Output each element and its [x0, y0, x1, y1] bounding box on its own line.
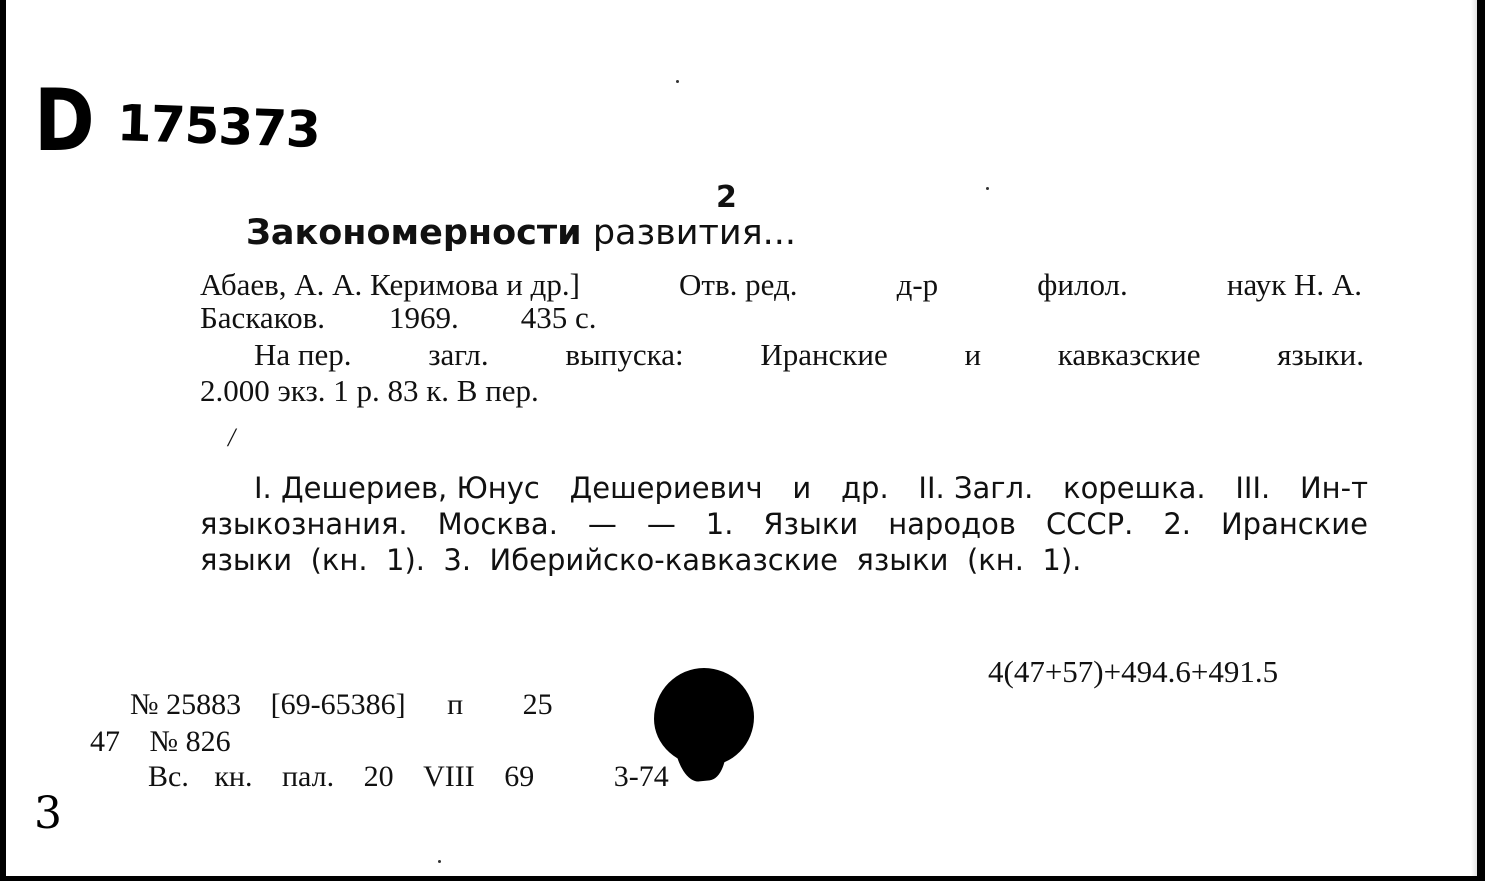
tracing-word: Дешериевич: [569, 471, 763, 505]
tracing-word: Языки: [763, 507, 859, 541]
imprint-line-2: [200, 302, 597, 333]
footer-count: 25: [522, 688, 553, 721]
footer-line-1: [130, 690, 553, 720]
tracing-word: др.: [840, 471, 889, 505]
tracing-line-1: [254, 471, 1368, 505]
tracing-word: I. Дешериев, Юнус: [254, 471, 540, 505]
date-day: 20: [363, 760, 394, 793]
title-bold: Закономерности: [246, 213, 582, 253]
footer-number: № 826: [149, 725, 231, 758]
footer-line-3: [148, 762, 669, 792]
print-order: 3-74: [613, 760, 669, 793]
dust-speck: [438, 860, 441, 863]
tracing-word: языкознания.: [200, 507, 408, 541]
date-month: VIII: [423, 760, 475, 793]
title-heading: [246, 213, 797, 253]
imprint-year: 1969.: [389, 300, 459, 335]
note-line-1: [254, 339, 1364, 370]
tracing-word: народов: [888, 507, 1016, 541]
tracing-word: Москва.: [437, 507, 558, 541]
tracing-word: и: [792, 471, 812, 505]
call-number: 175373: [116, 94, 321, 160]
tracing-word: 2.: [1163, 507, 1192, 541]
dust-speck: [676, 80, 679, 83]
tracing-word: СССР.: [1045, 507, 1134, 541]
catalog-card: [6, 0, 1477, 876]
tracing-word: III.: [1235, 471, 1271, 505]
edition-price: 2.000 экз. 1 р. 83 к. В пер.: [200, 373, 539, 408]
chamber-abbr-2: кн.: [214, 760, 253, 793]
date-year: 69: [504, 760, 535, 793]
ink-blot-tail: [674, 732, 731, 783]
imprint-field: филол.: [1037, 267, 1128, 302]
chamber-abbr-1: Вс.: [148, 760, 189, 793]
tracing-word: Ин-т: [1299, 471, 1368, 505]
imprint-pages: 435 с.: [520, 300, 597, 335]
chamber-abbr-3: пал.: [281, 760, 335, 793]
footer-code: 47: [90, 725, 120, 758]
tracing-word: —: [646, 507, 676, 541]
tracing-word: —: [587, 507, 617, 541]
register-number: [69-65386]: [270, 688, 406, 721]
title-rest: развития...: [592, 213, 797, 253]
tracing-subjects: языки (кн. 1). 3. Иберийско-кавказские языки (кн. 1).: [200, 543, 1082, 577]
imprint-editor-surname: Баскаков.: [200, 300, 326, 335]
tracing-line-3: [200, 543, 1082, 577]
order-number: № 25883: [130, 688, 242, 721]
tracing-line-2: [200, 507, 1368, 541]
note-line-2: [200, 375, 539, 406]
classification-number: 4(47+57)+494.6+491.5: [988, 654, 1279, 689]
note-word-6: кавказские: [1057, 337, 1201, 372]
note-word-1: На пер.: [254, 337, 352, 372]
imprint-authors: Абаев, А. А. Керимова и др.]: [200, 267, 580, 302]
footer-letter: п: [447, 688, 464, 721]
tracing-word: корешка.: [1063, 471, 1206, 505]
corner-mark: 3: [34, 788, 62, 839]
card-edge: [1471, 0, 1477, 876]
note-word-4: Иранские: [760, 337, 888, 372]
note-word-7: языки.: [1277, 337, 1364, 372]
imprint-editor: Отв. ред.: [679, 267, 798, 302]
card-number: 2: [716, 180, 737, 215]
pencil-stroke: /: [228, 423, 236, 452]
note-word-5: и: [964, 337, 982, 372]
call-letter: D: [34, 71, 95, 171]
note-word-3: выпуска:: [565, 337, 684, 372]
imprint-editor-name: наук Н. А.: [1226, 267, 1362, 302]
tracing-word: II. Загл.: [918, 471, 1034, 505]
imprint-line-1: [200, 269, 1362, 300]
tracing-word: Иранские: [1220, 507, 1368, 541]
dust-speck: [986, 187, 989, 190]
footer-line-2: [90, 727, 231, 757]
imprint-degree: д-р: [896, 267, 939, 302]
note-word-2: загл.: [428, 337, 489, 372]
tracing-word: 1.: [705, 507, 734, 541]
